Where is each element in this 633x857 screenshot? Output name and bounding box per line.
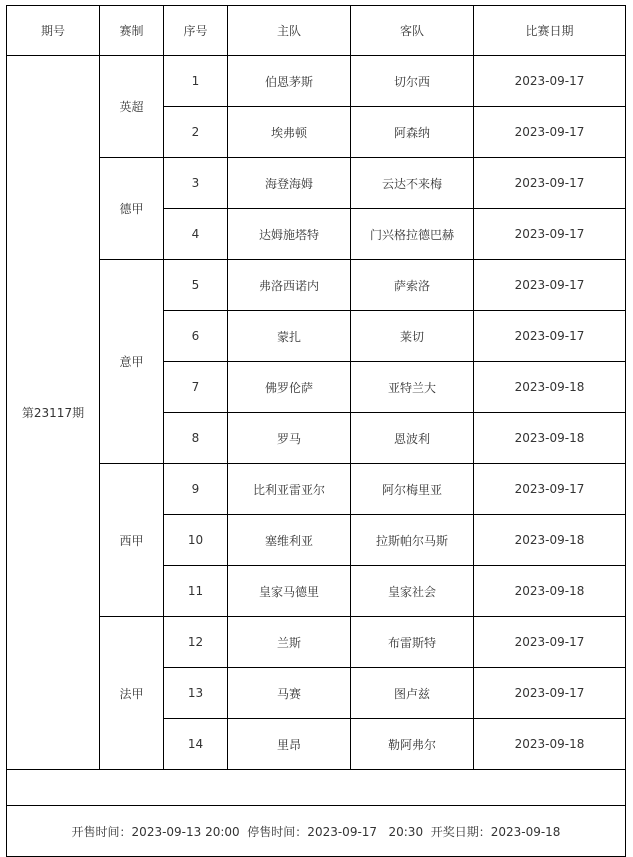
league-cell-bundesliga: 德甲 [100,158,164,260]
match-no: 12 [164,617,228,668]
match-home: 海登海姆 [228,158,351,209]
match-away: 拉斯帕尔马斯 [351,515,474,566]
match-date: 2023-09-17 [474,617,626,668]
match-no: 5 [164,260,228,311]
match-away: 亚特兰大 [351,362,474,413]
match-home: 马赛 [228,668,351,719]
match-home: 塞维利亚 [228,515,351,566]
match-away: 阿森纳 [351,107,474,158]
match-no: 13 [164,668,228,719]
header-date: 比赛日期 [474,6,626,56]
match-home: 里昂 [228,719,351,770]
match-home: 埃弗顿 [228,107,351,158]
league-cell-seriea: 意甲 [100,260,164,464]
match-home: 佛罗伦萨 [228,362,351,413]
league-cell-ligue1: 法甲 [100,617,164,770]
match-away: 门兴格拉德巴赫 [351,209,474,260]
match-home: 弗洛西诺内 [228,260,351,311]
match-date: 2023-09-17 [474,158,626,209]
match-no: 7 [164,362,228,413]
match-date: 2023-09-17 [474,56,626,107]
match-date: 2023-09-18 [474,413,626,464]
table-row [7,617,626,668]
match-no: 11 [164,566,228,617]
match-date: 2023-09-18 [474,515,626,566]
table-row [7,56,626,107]
match-away: 布雷斯特 [351,617,474,668]
match-no: 6 [164,311,228,362]
table-row [7,464,626,515]
footer-row [7,806,626,857]
sale-info [7,806,626,857]
match-away: 切尔西 [351,56,474,107]
match-away: 阿尔梅里亚 [351,464,474,515]
match-home: 罗马 [228,413,351,464]
blank-cell [7,770,626,806]
match-date: 2023-09-17 [474,209,626,260]
match-away: 图卢兹 [351,668,474,719]
match-no: 8 [164,413,228,464]
period-cell: 第23117期 [7,56,100,770]
match-date: 2023-09-18 [474,566,626,617]
header-period: 期号 [7,6,100,56]
match-no: 10 [164,515,228,566]
match-home: 蒙扎 [228,311,351,362]
sale-info-text: 开售时间：2023-09-13 20:00 停售时间：2023-09-17 20:30 开奖日期：2023-09-18 [71,824,561,839]
match-date: 2023-09-18 [474,362,626,413]
match-date: 2023-09-17 [474,311,626,362]
match-no: 3 [164,158,228,209]
header-league: 赛制 [100,6,164,56]
table-row [7,158,626,209]
match-no: 2 [164,107,228,158]
blank-row [7,770,626,806]
match-date: 2023-09-18 [474,719,626,770]
match-date: 2023-09-17 [474,260,626,311]
match-away: 皇家社会 [351,566,474,617]
match-home: 伯恩茅斯 [228,56,351,107]
header-row [7,6,626,56]
match-no: 1 [164,56,228,107]
match-home: 皇家马德里 [228,566,351,617]
match-date: 2023-09-17 [474,464,626,515]
league-cell-epl: 英超 [100,56,164,158]
match-no: 4 [164,209,228,260]
match-away: 萨索洛 [351,260,474,311]
match-date: 2023-09-17 [474,668,626,719]
match-date: 2023-09-17 [474,107,626,158]
match-no: 9 [164,464,228,515]
match-away: 云达不来梅 [351,158,474,209]
match-home: 兰斯 [228,617,351,668]
match-no: 14 [164,719,228,770]
league-cell-laliga: 西甲 [100,464,164,617]
match-home: 比利亚雷亚尔 [228,464,351,515]
match-away: 勒阿弗尔 [351,719,474,770]
match-home: 达姆施塔特 [228,209,351,260]
header-away: 客队 [351,6,474,56]
table-row [7,260,626,311]
header-home: 主队 [228,6,351,56]
header-no: 序号 [164,6,228,56]
match-away: 恩波利 [351,413,474,464]
match-away: 莱切 [351,311,474,362]
schedule-table [6,5,626,857]
